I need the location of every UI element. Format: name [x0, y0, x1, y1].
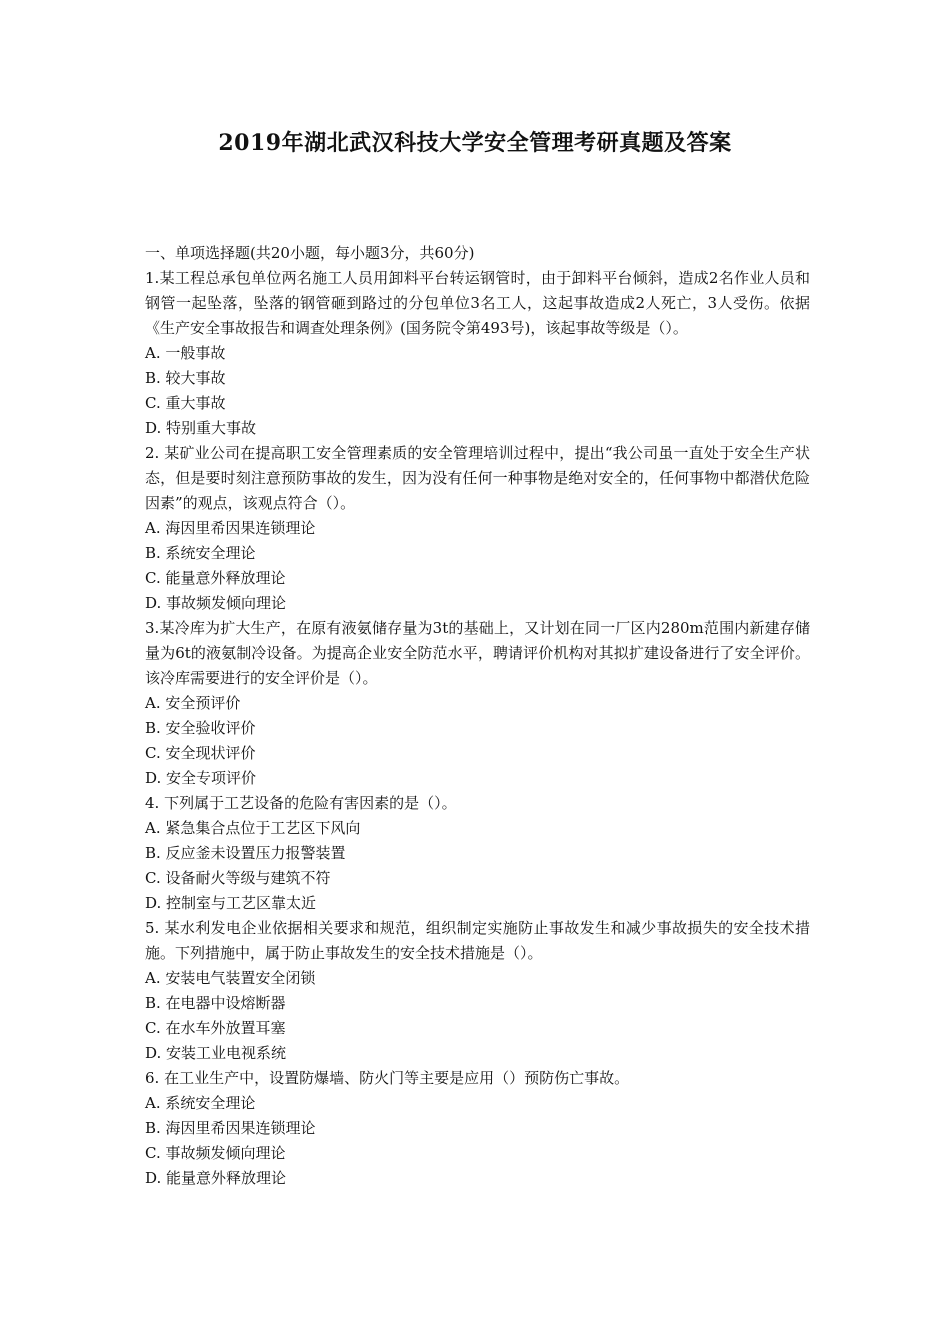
option-a: A. 安全预评价	[145, 694, 241, 712]
option-b: B. 安全验收评价	[145, 719, 256, 737]
option-d: D. 能量意外释放理论	[145, 1169, 287, 1187]
option-d: D. 安装工业电视系统	[145, 1044, 287, 1062]
option-b: B. 系统安全理论	[145, 544, 256, 562]
option-c: C. 在水车外放置耳塞	[145, 1019, 286, 1037]
option-b: B. 反应釜未设置压力报警装置	[145, 844, 346, 862]
question-1	[145, 266, 810, 441]
option-c: C. 重大事故	[145, 394, 226, 412]
section-heading: 一、单项选择题(共20小题，每小题3分，共60分)	[145, 244, 475, 262]
question-stem: 4. 下列属于工艺设备的危险有害因素的是（）。	[145, 794, 457, 812]
option-c: C. 安全现状评价	[145, 744, 256, 762]
option-c: C. 设备耐火等级与建筑不符	[145, 869, 331, 887]
question-stem: 1.某工程总承包单位两名施工人员用卸料平台转运钢管时，由于卸料平台倾斜，造成2名作业人员和钢管一起坠落，坠落的钢管砸到路过的分包单位3名工人，这起事故造成2人死亡，3人受伤。依据《生产安全事故报告和调查处理条例》(国务院令第493号)，该起事故等级是（）。	[145, 269, 810, 337]
option-b: B. 在电器中设熔断器	[145, 994, 286, 1012]
option-a: A. 海因里希因果连锁理论	[145, 519, 316, 537]
option-d: D. 控制室与工艺区靠太近	[145, 894, 317, 912]
question-2	[145, 441, 810, 616]
option-a: A. 紧急集合点位于工艺区下风向	[145, 819, 361, 837]
document-body	[145, 241, 810, 1191]
question-5	[145, 916, 810, 1066]
option-d: D. 特别重大事故	[145, 419, 257, 437]
option-d: D. 事故频发倾向理论	[145, 594, 287, 612]
question-stem: 5. 某水利发电企业依据相关要求和规范，组织制定实施防止事故发生和减少事故损失的安全技术措施。下列措施中，属于防止事故发生的安全技术措施是（）。	[145, 919, 810, 962]
question-3	[145, 616, 810, 791]
question-4	[145, 791, 810, 916]
option-c: C. 能量意外释放理论	[145, 569, 286, 587]
question-stem: 6. 在工业生产中，设置防爆墙、防火门等主要是应用（）预防伤亡事故。	[145, 1069, 630, 1087]
option-a: A. 安装电气装置安全闭锁	[145, 969, 316, 987]
question-6	[145, 1066, 810, 1191]
option-c: C. 事故频发倾向理论	[145, 1144, 286, 1162]
option-b: B. 海因里希因果连锁理论	[145, 1119, 316, 1137]
page-title: 2019年湖北武汉科技大学安全管理考研真题及答案	[218, 130, 732, 156]
option-b: B. 较大事故	[145, 369, 226, 387]
question-stem: 2. 某矿业公司在提高职工安全管理素质的安全管理培训过程中，提出“我公司虽一直处于安全生产状态，但是要时刻注意预防事故的发生，因为没有任何一种事物是绝对安全的，任何事物中都潜伏危险因素”的观点，该观点符合（）。	[145, 444, 810, 512]
option-a: A. 一般事故	[145, 344, 226, 362]
option-a: A. 系统安全理论	[145, 1094, 256, 1112]
option-d: D. 安全专项评价	[145, 769, 257, 787]
question-stem: 3.某冷库为扩大生产，在原有液氨储存量为3t的基础上，又计划在同一厂区内280m范围内新建存储量为6t的液氨制冷设备。为提高企业安全防范水平，聘请评价机构对其拟扩建设备进行了安全评价。该冷库需要进行的安全评价是（）。	[145, 619, 810, 687]
